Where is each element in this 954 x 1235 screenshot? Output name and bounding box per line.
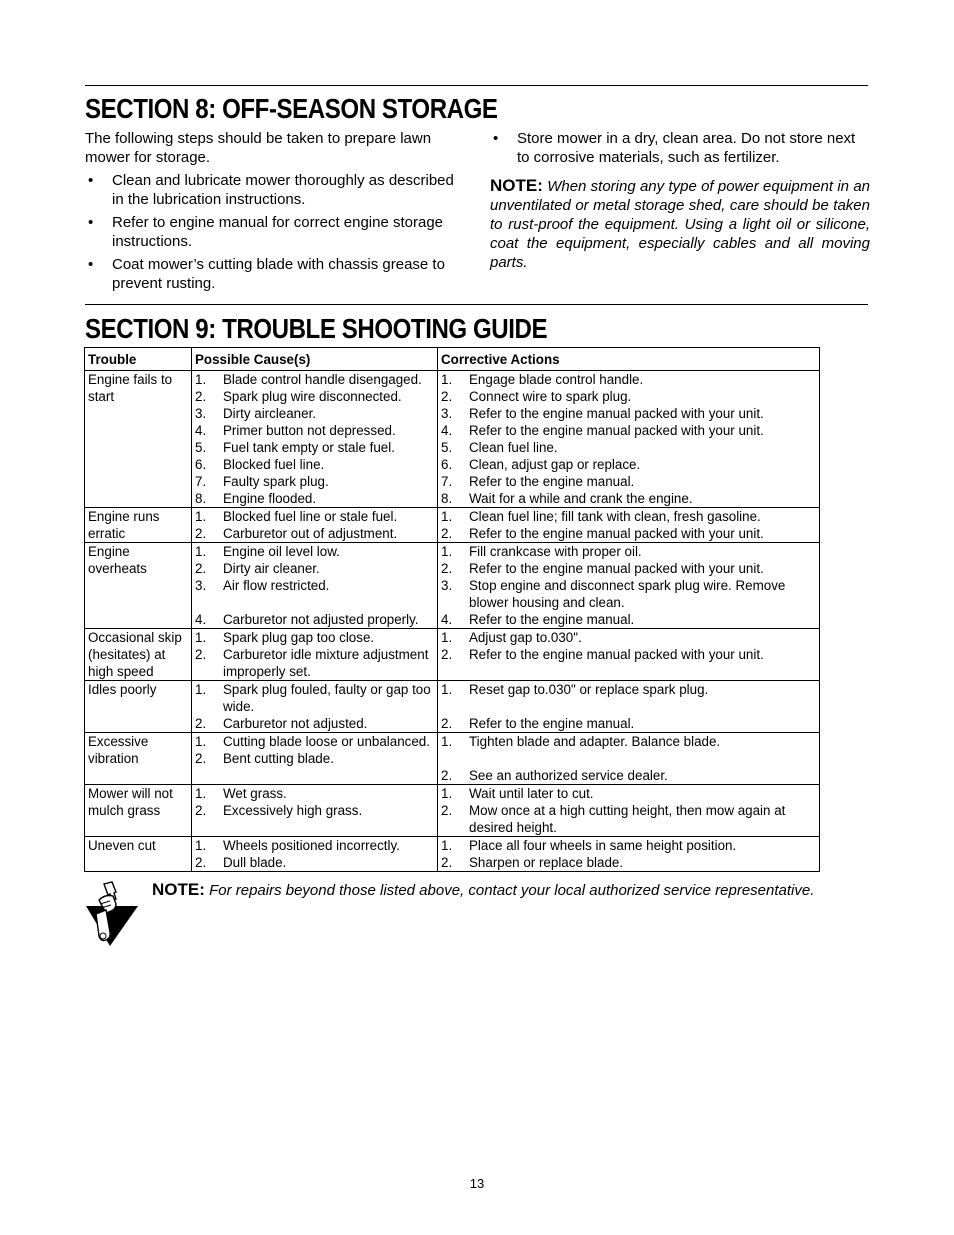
action-cell <box>438 837 820 872</box>
header-actions: Corrective Actions <box>438 348 820 371</box>
item-text: Spark plug wire disconnected. <box>223 389 402 404</box>
item-number: 7. <box>195 474 207 489</box>
cause-cell-list <box>195 733 435 767</box>
action-cell <box>438 681 820 733</box>
action-item <box>441 577 817 611</box>
item-text: Tighten blade and adapter. Balance blade. <box>469 734 721 749</box>
action-item <box>441 646 817 663</box>
item-text: Dirty aircleaner. <box>223 406 317 421</box>
table-row <box>85 681 820 733</box>
action-cell-list <box>441 681 817 732</box>
section-rule <box>85 304 868 305</box>
action-cell-list <box>441 508 817 542</box>
storage-right-column <box>490 129 870 272</box>
item-text: Blocked fuel line or stale fuel. <box>223 509 398 524</box>
section-8-title: SECTION 8: OFF-SEASON STORAGE <box>85 93 498 124</box>
action-cell <box>438 371 820 508</box>
header-trouble: Trouble <box>85 348 192 371</box>
action-item <box>441 508 817 525</box>
cause-cell-list <box>195 508 435 542</box>
item-number: 1. <box>441 838 453 853</box>
top-rule <box>85 85 868 86</box>
item-number: 2. <box>195 751 207 766</box>
item-text: Refer to the engine manual. <box>469 716 635 731</box>
cause-cell <box>192 733 438 785</box>
cause-item <box>195 525 435 542</box>
item-number: 2. <box>195 855 207 870</box>
action-item <box>441 785 817 802</box>
action-item <box>441 629 817 646</box>
item-text: Blade control handle disengaged. <box>223 372 422 387</box>
header-causes: Possible Cause(s) <box>192 348 438 371</box>
item-number: 2. <box>441 803 453 818</box>
item-text: Spark plug fouled, faulty or gap too wide. <box>223 682 431 714</box>
item-text: Clean fuel line; fill tank with clean, fresh gasoline. <box>469 509 761 524</box>
item-text: Sharpen or replace blade. <box>469 855 624 870</box>
item-text: Excessively high grass. <box>223 803 363 818</box>
action-cell <box>438 785 820 837</box>
cause-item <box>195 490 435 507</box>
cause-cell <box>192 371 438 508</box>
cause-cell-list <box>195 543 435 628</box>
item-text: Engine flooded. <box>223 491 317 506</box>
storage-intro: The following steps should be taken to prepare lawn mower for storage. <box>85 130 432 166</box>
section-9-title: SECTION 9: TROUBLE SHOOTING GUIDE <box>85 313 548 344</box>
cause-item <box>195 473 435 490</box>
storage-bullet: • Clean and lubricate mower thoroughly as described in the lubrication instructions. <box>85 171 465 209</box>
action-item <box>441 388 817 405</box>
action-cell <box>438 733 820 785</box>
action-cell <box>438 508 820 543</box>
cause-item <box>195 388 435 405</box>
action-cell-list <box>441 785 817 836</box>
trouble-cell: Engine fails to start <box>85 371 192 508</box>
item-text: Clean, adjust gap or replace. <box>469 457 641 472</box>
cause-cell <box>192 629 438 681</box>
action-item <box>441 560 817 577</box>
cause-item <box>195 646 435 680</box>
table-row <box>85 733 820 785</box>
item-text: Fill crankcase with proper oil. <box>469 544 642 559</box>
action-cell-list <box>441 371 817 507</box>
item-text: Engine oil level low. <box>223 544 340 559</box>
item-text: Refer to the engine manual packed with your unit. <box>469 561 764 576</box>
item-text: Wait for a while and crank the engine. <box>469 491 693 506</box>
storage-bullets-right <box>490 129 870 167</box>
item-number: 1. <box>441 544 453 559</box>
item-text: Wheels positioned incorrectly. <box>223 838 400 853</box>
item-number: 1. <box>441 509 453 524</box>
item-text: Place all four wheels in same height position. <box>469 838 737 853</box>
item-text: Primer button not depressed. <box>223 423 396 438</box>
cause-item <box>195 560 435 577</box>
item-number: 3. <box>441 406 453 421</box>
cause-item <box>195 733 435 750</box>
table-row <box>85 508 820 543</box>
cause-cell <box>192 837 438 872</box>
item-text: Wait until later to cut. <box>469 786 594 801</box>
page-number: 13 <box>469 1176 485 1191</box>
cause-item <box>195 715 435 732</box>
action-item <box>441 422 817 439</box>
action-item <box>441 439 817 456</box>
item-text: Adjust gap to.030". <box>469 630 582 645</box>
item-number: 1. <box>441 372 453 387</box>
table-row <box>85 543 820 629</box>
cause-item <box>195 802 435 819</box>
item-number: 1. <box>195 509 207 524</box>
note-text: When storing any type of power equipment in an unventilated or metal storage shed, care should be taken to rust-proof the equipment. Using a light oil or silicone, coat the equipment, especially cables and all moving parts. <box>490 178 871 271</box>
action-item <box>441 681 817 698</box>
cause-item <box>195 508 435 525</box>
cause-cell-list <box>195 785 435 819</box>
table-row <box>85 785 820 837</box>
action-item <box>441 733 817 750</box>
item-text: Connect wire to spark plug. <box>469 389 632 404</box>
table-header-row <box>85 348 820 371</box>
cause-item <box>195 750 435 767</box>
item-number: 1. <box>441 734 453 749</box>
item-number: 2. <box>441 647 453 662</box>
cause-item <box>195 837 435 854</box>
item-number: 4. <box>195 612 207 627</box>
item-number: 2. <box>441 389 453 404</box>
item-text: Refer to the engine manual. <box>469 612 635 627</box>
cause-item <box>195 629 435 646</box>
troubleshooting-table <box>84 347 820 872</box>
action-item <box>441 405 817 422</box>
item-text: See an authorized service dealer. <box>469 768 668 783</box>
cause-cell-list <box>195 629 435 680</box>
item-number: 5. <box>441 440 453 455</box>
cause-item <box>195 681 435 715</box>
table-row <box>85 371 820 508</box>
item-number: 2. <box>195 716 207 731</box>
action-item <box>441 543 817 560</box>
item-text: Dull blade. <box>223 855 287 870</box>
trouble-cell: Engine runs erratic <box>85 508 192 543</box>
action-item <box>441 767 817 784</box>
cause-cell-list <box>195 371 435 507</box>
item-text: Bent cutting blade. <box>223 751 334 766</box>
item-text: Cutting blade loose or unbalanced. <box>223 734 430 749</box>
item-number: 2. <box>441 855 453 870</box>
item-number: 3. <box>441 578 453 593</box>
item-number: 1. <box>195 786 207 801</box>
item-number: 2. <box>195 526 207 541</box>
item-text: Engage blade control handle. <box>469 372 644 387</box>
trouble-cell: Occasional skip (hesitates) at high speed <box>85 629 192 681</box>
item-number: 1. <box>441 630 453 645</box>
item-text: Refer to the engine manual packed with your unit. <box>469 647 764 662</box>
cause-item <box>195 577 435 594</box>
item-text: Refer to the engine manual. <box>469 474 635 489</box>
action-item <box>441 611 817 628</box>
item-text: Air flow restricted. <box>223 578 330 593</box>
table-row <box>85 837 820 872</box>
item-text: Wet grass. <box>223 786 287 801</box>
item-number: 8. <box>195 491 207 506</box>
item-number: 4. <box>195 423 207 438</box>
item-text: Fuel tank empty or stale fuel. <box>223 440 395 455</box>
item-text: Carburetor not adjusted properly. <box>223 612 419 627</box>
item-number: 3. <box>195 578 207 593</box>
item-number: 2. <box>441 561 453 576</box>
item-number: 7. <box>441 474 453 489</box>
table-body <box>85 371 820 872</box>
action-item <box>441 490 817 507</box>
item-text: Dirty air cleaner. <box>223 561 320 576</box>
item-text: Spark plug gap too close. <box>223 630 375 645</box>
repair-note <box>152 880 814 900</box>
storage-bullet: • Refer to engine manual for correct engine storage instructions. <box>85 213 465 251</box>
item-number: 3. <box>195 406 207 421</box>
storage-bullet: • Store mower in a dry, clean area. Do not store next to corrosive materials, such as fertilizer. <box>490 129 870 167</box>
item-number: 1. <box>441 786 453 801</box>
cause-item <box>195 785 435 802</box>
action-cell <box>438 543 820 629</box>
note-label: NOTE: <box>152 880 205 899</box>
action-cell <box>438 629 820 681</box>
hand-wrench-icon <box>84 880 140 948</box>
action-cell-list <box>441 629 817 663</box>
note-text: For repairs beyond those listed above, contact your local authorized service representative. <box>209 882 815 899</box>
item-text: Carburetor idle mixture adjustment improperly set. <box>223 647 429 679</box>
item-text: Faulty spark plug. <box>223 474 329 489</box>
cause-cell <box>192 508 438 543</box>
item-number: 8. <box>441 491 453 506</box>
item-number: 1. <box>195 630 207 645</box>
cause-item <box>195 456 435 473</box>
action-cell-list <box>441 837 817 871</box>
item-number: 2. <box>441 526 453 541</box>
cause-item <box>195 371 435 388</box>
cause-item <box>195 543 435 560</box>
storage-bullets <box>85 171 465 293</box>
trouble-cell: Uneven cut <box>85 837 192 872</box>
cause-item <box>195 439 435 456</box>
item-number: 1. <box>195 544 207 559</box>
action-cell-list <box>441 733 817 784</box>
item-number: 2. <box>195 803 207 818</box>
item-number: 6. <box>195 457 207 472</box>
item-number: 2. <box>441 768 453 783</box>
item-number: 1. <box>441 682 453 697</box>
item-number: 2. <box>195 647 207 662</box>
item-number: 2. <box>441 716 453 731</box>
action-item <box>441 473 817 490</box>
action-item <box>441 371 817 388</box>
action-cell-list <box>441 543 817 628</box>
cause-item <box>195 854 435 871</box>
item-text: Mow once at a high cutting height, then mow again at desired height. <box>469 803 786 835</box>
item-number: 1. <box>195 734 207 749</box>
item-number: 5. <box>195 440 207 455</box>
item-number: 2. <box>195 389 207 404</box>
action-item <box>441 837 817 854</box>
action-item <box>441 715 817 732</box>
trouble-cell: Idles poorly <box>85 681 192 733</box>
cause-item <box>195 422 435 439</box>
item-number: 4. <box>441 612 453 627</box>
trouble-cell: Excessive vibration <box>85 733 192 785</box>
item-number: 1. <box>195 372 207 387</box>
item-text: Stop engine and disconnect spark plug wire. Remove blower housing and clean. <box>469 578 786 610</box>
item-number: 1. <box>195 838 207 853</box>
item-text: Carburetor out of adjustment. <box>223 526 398 541</box>
trouble-cell: Engine overheats <box>85 543 192 629</box>
item-number: 6. <box>441 457 453 472</box>
cause-cell-list <box>195 837 435 871</box>
cause-cell <box>192 543 438 629</box>
item-text: Refer to the engine manual packed with your unit. <box>469 406 764 421</box>
item-text: Carburetor not adjusted. <box>223 716 368 731</box>
action-item <box>441 456 817 473</box>
action-item <box>441 525 817 542</box>
storage-bullet: • Coat mower’s cutting blade with chassis grease to prevent rusting. <box>85 255 465 293</box>
cause-item <box>195 405 435 422</box>
storage-left-column <box>85 129 465 293</box>
table-row <box>85 629 820 681</box>
action-item <box>441 802 817 836</box>
item-text: Clean fuel line. <box>469 440 558 455</box>
cause-cell-list <box>195 681 435 732</box>
cause-cell <box>192 785 438 837</box>
storage-note <box>490 176 870 272</box>
item-number: 1. <box>195 682 207 697</box>
item-text: Reset gap to.030" or replace spark plug. <box>469 682 709 697</box>
item-number: 2. <box>195 561 207 576</box>
item-text: Refer to the engine manual packed with your unit. <box>469 423 764 438</box>
action-item <box>441 854 817 871</box>
note-label: NOTE: <box>490 176 543 195</box>
item-text: Blocked fuel line. <box>223 457 325 472</box>
item-number: 4. <box>441 423 453 438</box>
trouble-cell: Mower will not mulch grass <box>85 785 192 837</box>
item-text: Refer to the engine manual packed with your unit. <box>469 526 764 541</box>
cause-item <box>195 611 435 628</box>
cause-cell <box>192 681 438 733</box>
